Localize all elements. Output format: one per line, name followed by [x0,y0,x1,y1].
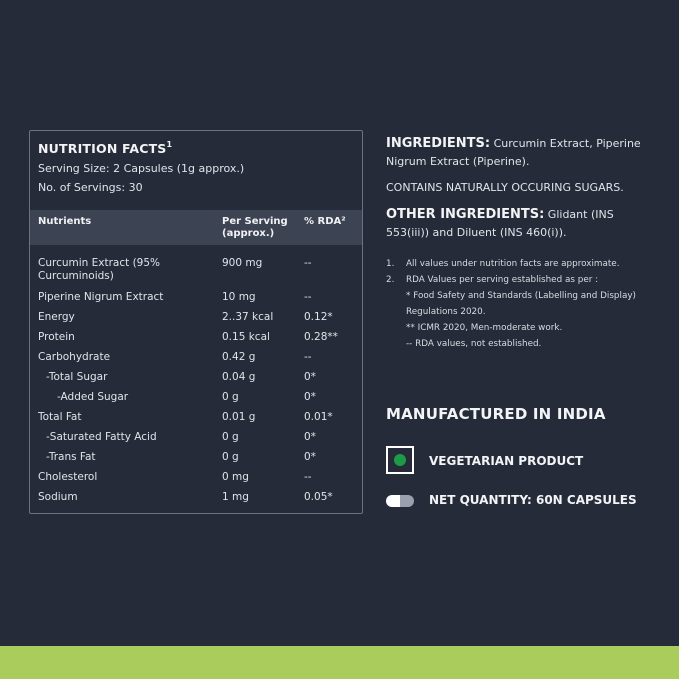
footnote-number: 2. [386,275,395,285]
nutrition-facts-panel [29,130,363,514]
ingredients-column [386,135,652,352]
nutrient-rda: -- [304,291,312,303]
table-row [30,471,362,491]
ingredients-label: INGREDIENTS: [386,136,491,151]
table-row [30,491,362,511]
ingredients-text: Curcumin Extract, Piperine Nigrum Extract (Piperine). [386,137,641,168]
table-row [30,371,362,391]
table-row [30,391,362,411]
nutrition-title-footnote: 1 [166,140,173,149]
nutrient-rda: -- [304,257,312,269]
nutrient-rda: 0* [304,391,316,403]
table-row [30,257,362,291]
footnote-text: RDA Values per serving established as per : [406,275,599,285]
nutrient-rda: 0.05* [304,491,333,503]
nutrient-serving: 0.01 g [222,411,256,423]
nutrient-rda: 0* [304,451,316,463]
nutrient-rda: 0* [304,431,316,443]
nutrient-serving: 0 mg [222,471,249,483]
bottom-color-band [0,646,679,679]
nutrient-rda: 0* [304,371,316,383]
servings-count: No. of Servings: 30 [38,181,143,195]
table-row [30,291,362,311]
footnote-2 [386,272,652,288]
table-row [30,411,362,431]
nutrient-name: -Added Sugar [57,391,129,403]
table-row [30,351,362,371]
nutrient-serving: 2..37 kcal [222,311,274,323]
footnote-1 [386,256,652,272]
net-quantity-label: NET QUANTITY: 60N CAPSULES [429,493,637,507]
nutrient-name: -Saturated Fatty Acid [46,431,157,443]
nutrient-serving: 0.15 kcal [222,331,270,343]
table-row [30,431,362,451]
footnote-number: 1. [386,259,395,269]
capsule-half-white [386,495,400,507]
nutrition-title [38,141,354,156]
nutrient-name: Protein [38,331,75,343]
capsule-half-grey [400,495,414,507]
vegetarian-dot [394,454,406,466]
header-rda: % RDA² [304,216,346,227]
nutrient-name: Sodium [38,491,78,503]
nutrient-name: Energy [38,311,75,323]
vegetarian-mark-icon [386,446,414,474]
other-ingredients-block [386,206,652,242]
nutrient-serving: 0 g [222,431,239,443]
nutrition-header [30,131,362,211]
nutrient-name: -Trans Fat [46,451,96,463]
nutrient-rda: -- [304,471,312,483]
contains-sugars-note: CONTAINS NATURALLY OCCURING SUGARS. [386,181,624,194]
header-per-serving: Per Serving (approx.) [222,216,288,239]
nutrient-name: Curcumin Extract (95% Curcuminoids) [38,257,161,282]
nutrient-name: Cholesterol [38,471,98,483]
other-ingredients-text: Glidant (INS 553(iii)) and Diluent (INS 460(i)). [386,208,614,239]
table-row [30,331,362,351]
nutrient-serving: 10 mg [222,291,256,303]
other-ingredients-label: OTHER INGREDIENTS: [386,207,545,222]
header-nutrients: Nutrients [38,216,92,227]
nutrient-rda: 0.01* [304,411,333,423]
nutrient-name: -Total Sugar [46,371,108,383]
nutrient-rda: -- [304,351,312,363]
footnote-2c: -- RDA values, not established. [406,339,542,349]
table-row [30,451,362,471]
manufactured-in-india: MANUFACTURED IN INDIA [386,405,606,423]
nutrient-name: Piperine Nigrum Extract [38,291,164,303]
vegetarian-label: VEGETARIAN PRODUCT [429,454,584,468]
nutrient-name: Carbohydrate [38,351,111,363]
footnote-2a: * Food Safety and Standards (Labelling and Display) Regulations 2020. [406,291,636,317]
nutrient-serving: 0.42 g [222,351,256,363]
nutrient-serving: 0 g [222,391,239,403]
footnote-2b: ** ICMR 2020, Men-moderate work. [406,323,563,333]
ingredients-block [386,135,652,171]
nutrient-rda: 0.28** [304,331,338,343]
nutrient-rda: 0.12* [304,311,333,323]
nutrient-serving: 0.04 g [222,371,256,383]
nutrient-serving: 900 mg [222,257,263,269]
capsule-icon [386,495,414,507]
nutrient-serving: 1 mg [222,491,249,503]
nutrient-serving: 0 g [222,451,239,463]
nutrient-name: Total Fat [38,411,82,423]
serving-size: Serving Size: 2 Capsules (1g approx.) [38,162,245,176]
nutrition-table-header [30,210,362,245]
nutrition-rows [30,257,362,511]
nutrition-title-text: NUTRITION FACTS [38,141,167,157]
table-row [30,311,362,331]
footnotes [386,256,652,352]
footnote-text: All values under nutrition facts are approximate. [406,259,620,269]
